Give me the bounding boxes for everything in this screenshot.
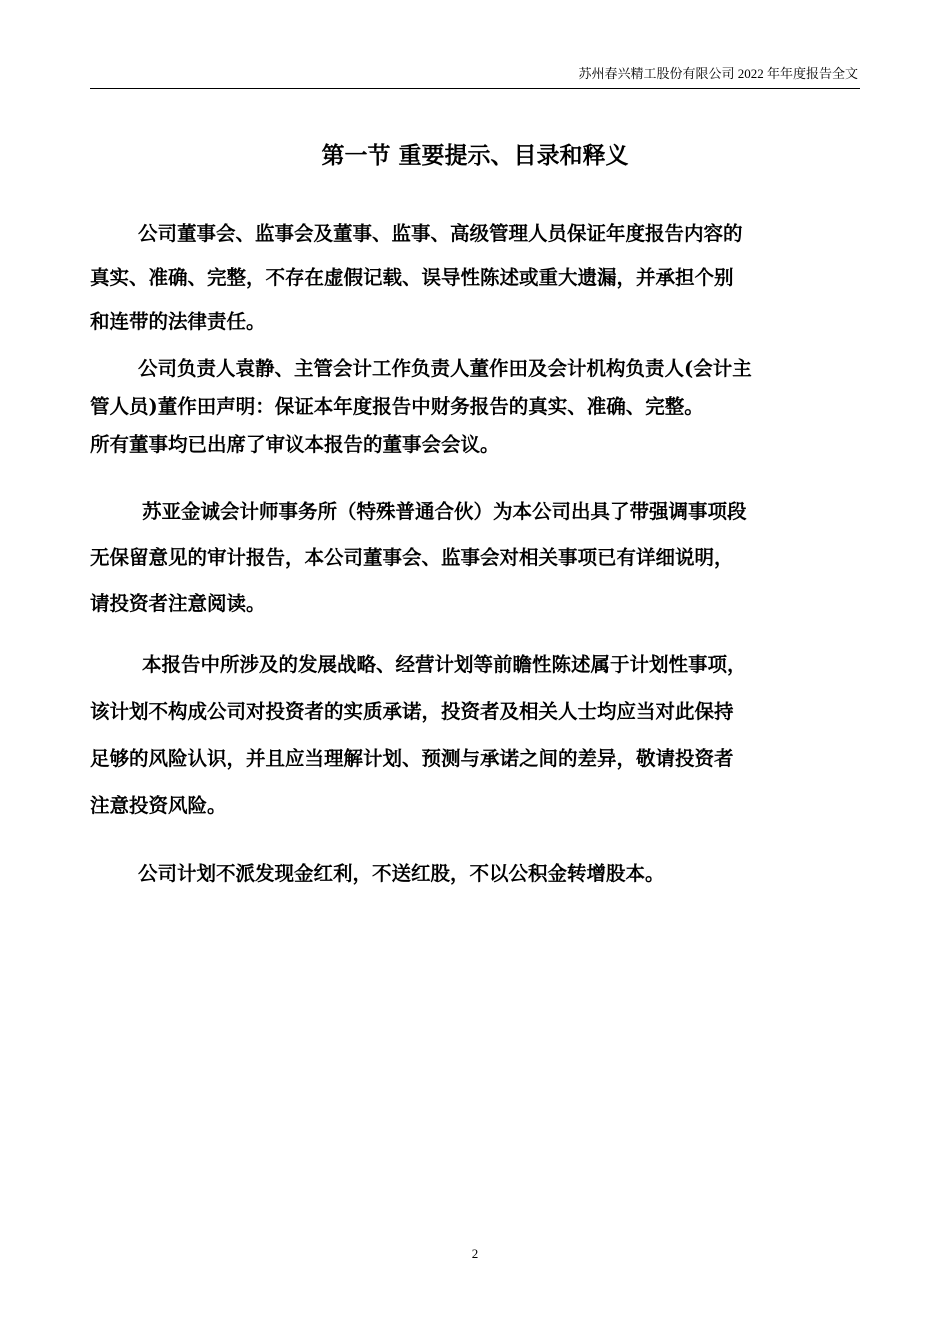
page-header xyxy=(90,62,860,89)
paragraph-forward-looking-statement xyxy=(90,641,860,829)
paragraph-board-guarantee xyxy=(90,212,860,344)
paragraph-line: 足够的风险认识，并且应当理解计划、预测与承诺之间的差异，敬请投资者 xyxy=(90,747,734,770)
section-title: 第一节 重要提示、目录和释义 xyxy=(321,142,629,169)
paragraph-line: 公司董事会、监事会及董事、监事、高级管理人员保证年度报告内容的 xyxy=(138,222,743,245)
paragraph-dividend-plan xyxy=(90,852,860,896)
paragraph-line: 公司负责人袁静、主管会计工作负责人董作田及会计机构负责人(会计主 xyxy=(138,357,752,380)
paragraph-responsible-persons xyxy=(90,350,860,464)
paragraph-line: 请投资者注意阅读。 xyxy=(90,592,266,615)
paragraph-audit-opinion xyxy=(90,489,860,627)
paragraph-line: 管人员)董作田声明：保证本年度报告中财务报告的真实、准确、完整。 xyxy=(90,395,704,418)
paragraph-line: 无保留意见的审计报告，本公司董事会、监事会对相关事项已有详细说明， xyxy=(90,546,734,569)
paragraph-line: 真实、准确、完整，不存在虚假记载、误导性陈述或重大遗漏，并承担个别 xyxy=(90,266,734,289)
paragraph-line: 该计划不构成公司对投资者的实质承诺，投资者及相关人士均应当对此保持 xyxy=(90,700,734,723)
paragraph-line: 公司计划不派发现金红利，不送红股，不以公积金转增股本。 xyxy=(138,862,665,885)
paragraph-line: 苏亚金诚会计师事务所（特殊普通合伙）为本公司出具了带强调事项段 xyxy=(142,500,747,523)
paragraph-line: 本报告中所涉及的发展战略、经营计划等前瞻性陈述属于计划性事项， xyxy=(142,653,747,676)
header-company-report-title: 苏州春兴精工股份有限公司 2022 年年度报告全文 xyxy=(578,66,858,81)
paragraph-line: 注意投资风险。 xyxy=(90,794,227,817)
paragraph-line: 和连带的法律责任。 xyxy=(90,310,266,333)
paragraph-line: 所有董事均已出席了审议本报告的董事会会议。 xyxy=(90,433,500,456)
page-number: 2 xyxy=(471,1246,479,1261)
